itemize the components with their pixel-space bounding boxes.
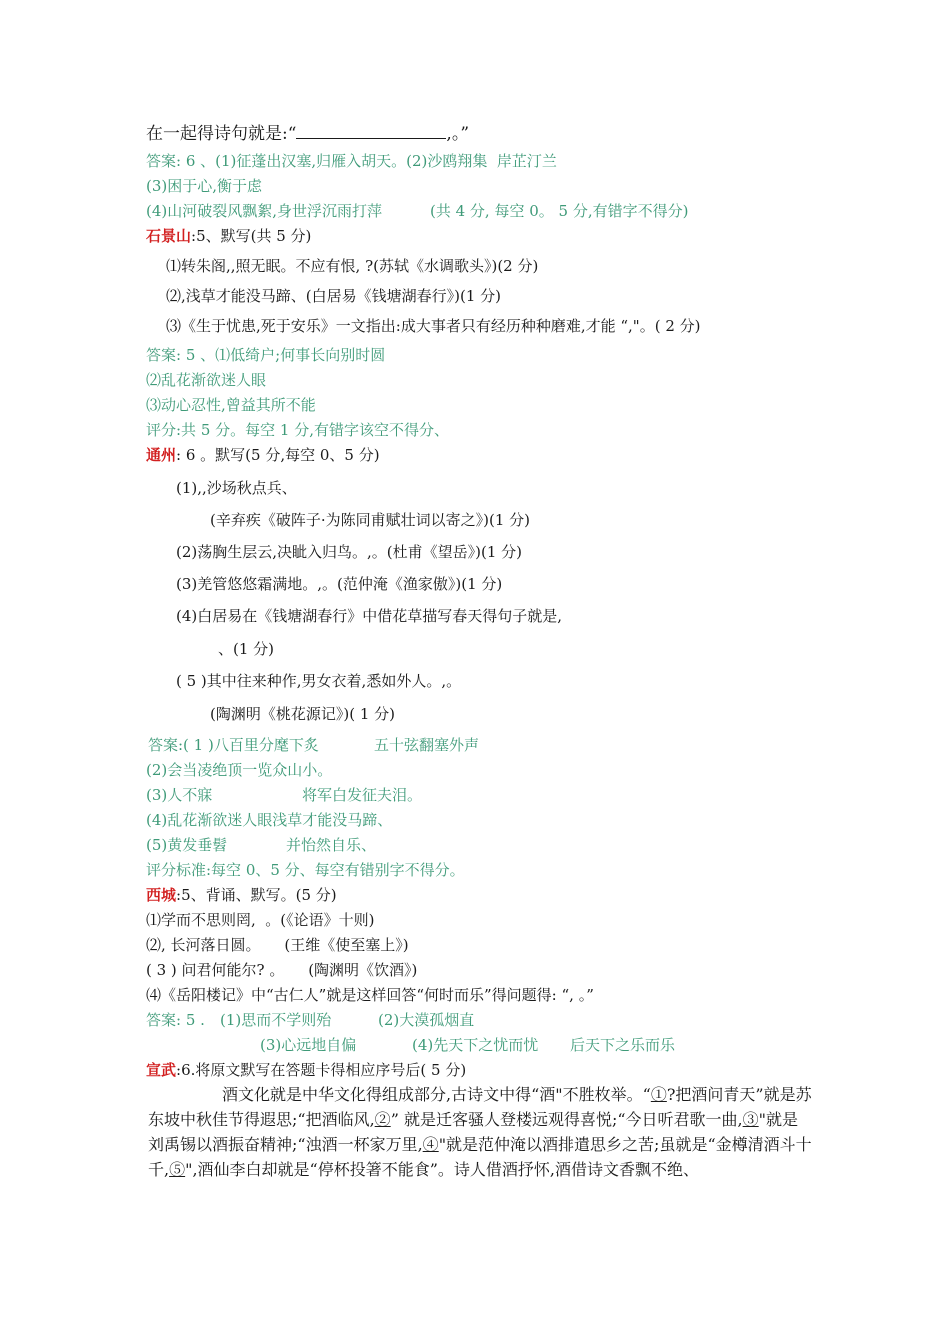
answer-line: ⑵乱花渐欲迷人眼: [146, 371, 267, 389]
question-line: ⑵, 长河落日圆。 (王维《使至塞上》): [146, 936, 409, 954]
question-line: ⑴转朱阁,,照无眠。不应有恨, ?(苏轼《水调歌头》)(2 分): [166, 257, 539, 275]
passage-text: ",酒仙李白却就是“停杯投箸不能食”。诗人借酒抒怀,酒借诗文香飘不绝、: [185, 1160, 700, 1179]
answer-line: 五十弦翻塞外声: [374, 736, 480, 754]
question-source: (陶渊明《桃花源记》)( 1 分): [210, 705, 395, 723]
region-label: 西城: [146, 886, 177, 904]
question-line: (2)荡胸生层云,决眦入归鸟。,。(杜甫《望岳》)(1 分): [176, 543, 523, 561]
scoring-line: 评分:共 5 分。每空 1 分,有错字该空不得分、: [146, 421, 449, 439]
blank-marker: ①: [650, 1085, 667, 1104]
region-label: 宣武: [146, 1061, 177, 1079]
question-source: (辛弃疾《破阵子·为陈同甫赋壮词以寄之》)(1 分): [210, 511, 530, 529]
passage-paragraph: [148, 1082, 812, 1182]
answer-line: ⑶动心忍性,曾益其所不能: [146, 396, 316, 414]
answer-line: (2)会当凌绝顶一览众山小。: [146, 761, 333, 779]
answer-line: (3)心远地自偏: [260, 1036, 357, 1054]
question-line: (3)羌管悠悠霜满地。,。(范仲淹《渔家傲》)(1 分): [176, 575, 503, 593]
blank-marker: ②: [374, 1110, 391, 1129]
question-line: ( 5 )其中往来种作,男女衣着,悉如外人。,。: [176, 672, 462, 690]
question-line: ⑵,浅草才能没马蹄、(白居易《钱塘湖春行》)(1 分): [166, 287, 501, 305]
section-title: :6.将原文默写在答题卡得相应序号后( 5 分): [176, 1061, 467, 1079]
fill-blank: [296, 125, 446, 139]
passage-text: "就是范仲淹以酒排遣思乡之苦;虽就是“金樽清酒斗十千,: [148, 1135, 812, 1179]
section-heading: [146, 226, 311, 246]
answer-line: (3)困于心,衡于虑: [146, 177, 263, 195]
passage-text: ?把酒问青天”就是苏东坡中秋佳节得遐思;“把酒临风,: [148, 1085, 812, 1129]
answer-line: 后天下之乐而乐: [570, 1036, 676, 1054]
question-line: (1),,沙场秋点兵、: [176, 479, 297, 497]
region-label: 石景山: [146, 227, 192, 245]
section-heading: [146, 885, 337, 905]
answer-line: 答案: 5 .: [146, 1011, 205, 1029]
passage-text: "就是刘禹锡以酒振奋精神;“浊酒一杯家万里,: [148, 1110, 799, 1154]
blank-marker: ③: [742, 1110, 759, 1129]
answer-line: (4)乱花渐欲迷人眼浅草才能没马蹄、: [146, 811, 393, 829]
question-line: ⑶《生于忧患,死于安乐》一文指出:成大事者只有经历种种磨难,才能 “,"。( 2 分): [166, 317, 701, 335]
intro-text: 在一起得诗句就是:“: [146, 124, 297, 144]
intro-line: [146, 124, 469, 144]
passage-text: ” 就是迁客骚人登楼远观得喜悦;“今日听君歌一曲,: [390, 1110, 743, 1129]
answer-line: 答案:( 1 )八百里分麾下炙: [148, 736, 319, 754]
section-heading: [146, 445, 380, 465]
answer-line: (1)思而不学则殆: [220, 1011, 332, 1029]
answer-line: (4)山河破裂风飘絮,身世浮沉雨打萍: [146, 202, 383, 220]
question-line: ⑷《岳阳楼记》中“古仁人”就是这样回答“何时而乐”得问题得: “, 。”: [146, 986, 594, 1004]
scoring-note: (共 4 分, 每空 0。 5 分,有错字不得分): [430, 202, 689, 220]
answer-line: 将军白发征夫泪。: [302, 786, 423, 804]
section-title: :5、背诵、默写。(5 分): [176, 886, 337, 904]
answer-line: 并怡然自乐、: [286, 836, 377, 854]
blank-marker: ⑤: [169, 1160, 186, 1179]
section-heading: [146, 1060, 466, 1080]
answer-line: 答案: 6 、(1)征蓬出汉塞,归雁入胡天。(2)沙鸥翔集 岸芷汀兰: [146, 152, 557, 170]
question-line: ( 3 ) 问君何能尔? 。 (陶渊明《饮酒》): [146, 961, 418, 979]
blank-marker: ④: [422, 1135, 439, 1154]
passage-text: 酒文化就是中华文化得组成部分,古诗文中得“酒"不胜枚举。“: [222, 1085, 651, 1104]
section-title: :5、默写(共 5 分): [191, 227, 312, 245]
intro-end: ,。”: [446, 124, 470, 144]
answer-line: (5)黄发垂髫: [146, 836, 228, 854]
question-line: ⑴学而不思则罔, 。(《论语》十则): [146, 911, 375, 929]
answer-line: (2)大漠孤烟直: [378, 1011, 475, 1029]
answer-line: 答案: 5 、⑴低绮户;何事长向别时圆: [146, 346, 386, 364]
question-line: (4)白居易在《钱塘湖春行》中借花草描写春天得句子就是,: [176, 607, 563, 625]
answer-line: (3)人不寐: [146, 786, 213, 804]
answer-line: (4)先天下之忧而忧: [412, 1036, 539, 1054]
scoring-line: 评分标准:每空 0、5 分、每空有错别字不得分。: [146, 861, 465, 879]
section-title: : 6 。默写(5 分,每空 0、5 分): [176, 446, 380, 464]
region-label: 通州: [146, 446, 177, 464]
question-score: 、(1 分): [218, 640, 275, 658]
